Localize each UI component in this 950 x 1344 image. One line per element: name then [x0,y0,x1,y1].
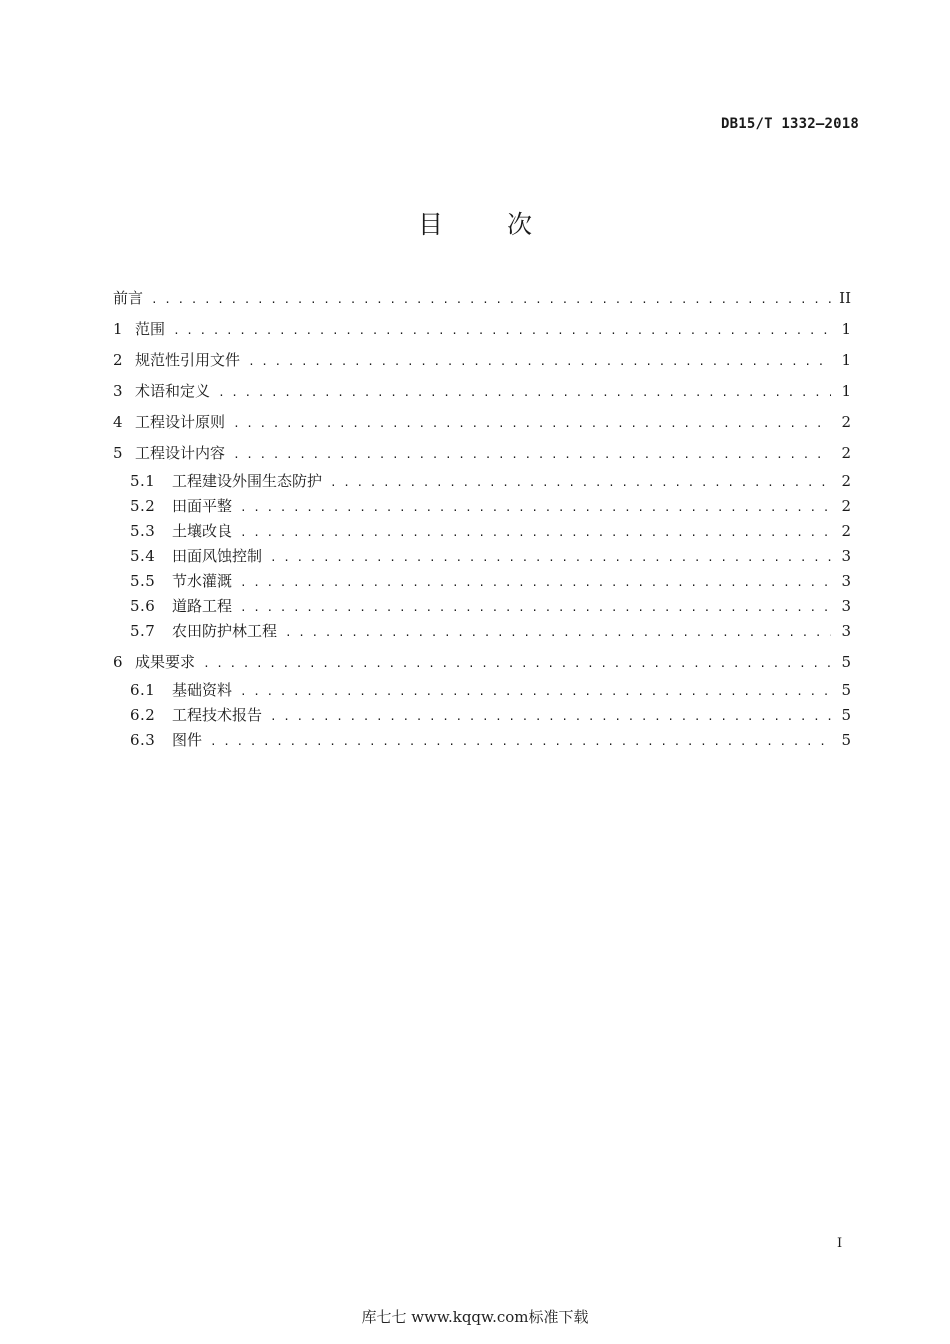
toc-entry-number: 6.1 [130,681,156,699]
footer-watermark: 库七七 www.kqqw.com标准下载 [361,1308,589,1326]
toc-entry-number: 6.3 [130,731,156,749]
toc-entry-label: 田面平整 [172,497,233,515]
toc-entry[interactable] [113,348,851,379]
toc-entry-number: 3 [113,382,124,400]
toc-entry-label: 规范性引用文件 [135,351,241,369]
toc-entry-page: II [839,289,851,307]
toc-dot-leader [240,496,831,520]
toc-entry-number: 5.4 [130,547,156,565]
toc-entry-number: 5.5 [130,572,156,590]
toc-dot-leader [270,705,831,729]
toc-entry-label: 工程设计原则 [135,413,226,431]
toc-dot-leader [240,596,831,620]
toc-entry[interactable] [113,379,851,410]
toc-entry-label: 田面风蚀控制 [172,547,263,565]
toc-entry-number: 5 [113,444,124,462]
toc-dot-leader [240,521,831,545]
toc-entry[interactable] [113,728,851,753]
toc-entry-label: 工程设计内容 [135,444,226,462]
toc-entry-label: 范围 [135,320,166,338]
toc-entry-page: 2 [841,413,851,431]
toc-entry[interactable] [113,317,851,348]
toc-entry-label: 前言 [113,289,144,307]
toc-entry[interactable] [113,494,851,519]
toc-entry-page: 5 [841,653,851,671]
toc-entry[interactable] [113,286,851,317]
toc-entry[interactable] [113,519,851,544]
toc-entry-page: 2 [841,472,851,490]
toc-entry[interactable] [113,410,851,441]
toc-dot-leader [151,288,831,312]
toc-dot-leader [173,319,831,343]
toc-dot-leader [248,350,831,374]
toc-dot-leader [285,621,831,645]
toc-entry-page: 3 [841,597,851,615]
toc-dot-leader [330,471,831,495]
toc-entry-number: 5.6 [130,597,156,615]
toc-entry[interactable] [113,544,851,569]
toc-entry-page: 5 [841,706,851,724]
toc-entry-number: 4 [113,413,124,431]
toc-entry[interactable] [113,678,851,703]
toc-dot-leader [240,680,831,704]
toc-entry-label: 基础资料 [172,681,233,699]
toc-entry-label: 图件 [172,731,203,749]
toc-entry-page: 1 [841,320,851,338]
toc-entry-page: 5 [841,681,851,699]
toc-entry-page: 3 [841,622,851,640]
toc-dot-leader [240,571,831,595]
toc-entry-number: 5.7 [130,622,156,640]
toc-entry-number: 5.1 [130,472,156,490]
toc-entry-number: 1 [113,320,124,338]
toc-entry-number: 2 [113,351,124,369]
toc-dot-leader [210,730,831,754]
toc-title: 目 次 [418,210,560,239]
toc-entry-label: 工程建设外围生态防护 [172,472,323,490]
toc-entry-label: 农田防护林工程 [172,622,278,640]
toc-entry-label: 成果要求 [135,653,196,671]
toc-entry[interactable] [113,703,851,728]
toc-entry-page: 1 [841,382,851,400]
toc-entry-page: 2 [841,522,851,540]
toc-entry-label: 术语和定义 [135,382,211,400]
toc-entry[interactable] [113,469,851,494]
toc-entry-label: 道路工程 [172,597,233,615]
toc-entry-label: 节水灌溉 [172,572,233,590]
toc-entry-label: 土壤改良 [172,522,233,540]
toc-entry-number: 6.2 [130,706,156,724]
toc-entry-page: 1 [841,351,851,369]
standard-code: DB15/T 1332—2018 [720,116,859,132]
toc-entry-page: 3 [841,547,851,565]
toc-entry-page: 3 [841,572,851,590]
toc-entry-number: 6 [113,653,124,671]
toc-dot-leader [203,652,831,676]
toc-entry-label: 工程技术报告 [172,706,263,724]
page-number: I [837,1236,843,1251]
toc-entry-page: 5 [841,731,851,749]
toc-entry-number: 5.3 [130,522,156,540]
toc-entry[interactable] [113,650,851,681]
toc-entry[interactable] [113,619,851,644]
toc-entry[interactable] [113,569,851,594]
toc-dot-leader [233,443,831,467]
toc-dot-leader [218,381,831,405]
toc-entry-page: 2 [841,497,851,515]
toc-entry-page: 2 [841,444,851,462]
toc-entry-number: 5.2 [130,497,156,515]
toc-entry[interactable] [113,441,851,472]
toc-dot-leader [270,546,831,570]
toc-dot-leader [233,412,831,436]
toc-list [113,286,851,753]
toc-entry[interactable] [113,594,851,619]
